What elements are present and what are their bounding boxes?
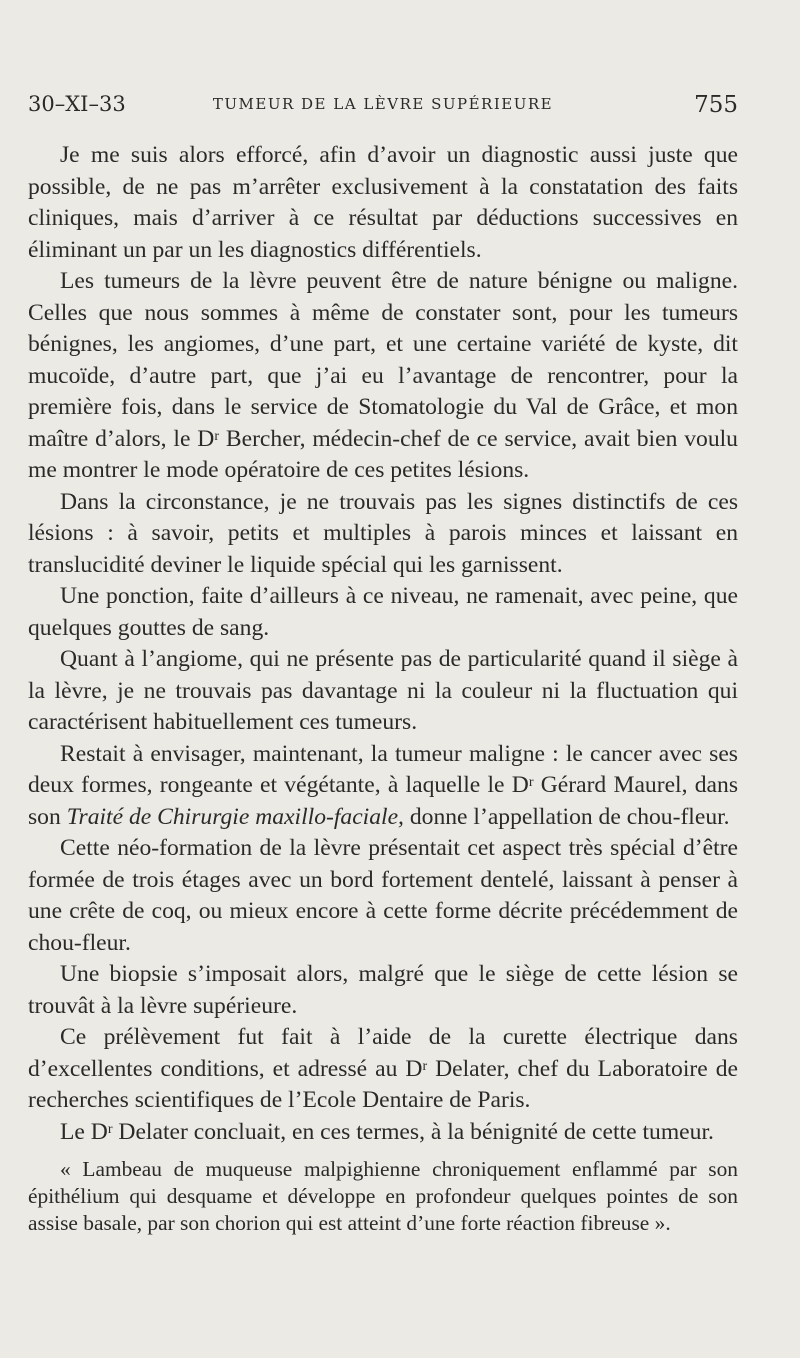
paragraph: Une biopsie s’imposait alors, malgré que le siège de cette lésion se trouvât à la lèvre supérieure.: [28, 961, 738, 1019]
header-date: 30–XI–33: [28, 92, 126, 116]
paragraph: Le $D^r$ Delater concluait, en ces termes, à la bénignité de cette tumeur.: [60, 1118, 714, 1145]
paragraph: Cette néo-formation de la lèvre présentait cet aspect très spécial d’être formée de trois étages avec un bord fortement dentelé, laissant à penser à une crête de coq, ou mieux encore à cette forme décrite précédemment de chou-fleur.: [28, 835, 738, 956]
paragraph: Les tumeurs de la lèvre peuvent être de nature bénigne ou maligne. Celles que nous sommes à même de constater sont, pour les tumeurs bénignes, les angiomes, d’une part, et une certaine variété de kyste, dit mucoïde, d’autre part, que j’ai eu l’avantage de rencontrer, pour la première fois, dans le service de Stomatologie du Val de Grâce, et mon maître d’alors, le $D^r$ Bercher, médecin-chef de ce service, avait bien voulu me montrer le mode opératoire de ces petites lésions.: [28, 268, 738, 483]
header-title: TUMEUR DE LA LÈVRE SUPÉRIEURE: [212, 95, 554, 113]
paragraph: Dans la circonstance, je ne trouvais pas les signes distinctifs de ces lésions : à savoir, petits et multiples à parois minces et laissant en translucidité deviner le liquide spécial qui les garnissent.: [28, 488, 738, 578]
paragraph: Je me suis alors efforcé, afin d’avoir un diagnostic aussi juste que possible, de ne pas m’arrêter exclusivement à la constatation des faits cliniques, mais d’arriver à ce résultat par déductions successives en éliminant un par un les diagnostics différentiels.: [28, 142, 738, 263]
book-title: Traité de Chirurgie maxillo-faciale,: [66, 803, 404, 830]
page-number: 755: [694, 92, 738, 118]
paragraph: Une ponction, faite d’ailleurs à ce niveau, ne ramenait, avec peine, que quelques gouttes de sang.: [28, 583, 738, 641]
body-text: [28, 140, 738, 1237]
paragraph: Ce prélèvement fut fait à l’aide de la curette électrique dans d’excellentes conditions, et adressé au $D^r$ Delater, chef du Laboratoire de recherches scientifiques de l’Ecole Dentaire de Paris.: [28, 1024, 738, 1113]
pathology-quote: « Lambeau de muqueuse malpighienne chroniquement enflammé par son épithélium qui desquame et développe en profondeur quelques pointes de son assise basale, par son chorion qui est atteint d’une forte réaction fibreuse ».: [28, 1157, 738, 1235]
running-header: [28, 92, 738, 122]
paragraph: Restait à envisager, maintenant, la tumeur maligne : le cancer avec ses deux formes, rongeante et végétante, à laquelle le $D^r$ Gérard Maurel, dans son Traité de Chirurgie maxillo-faciale, donne l’appellation de chou-fleur.: [28, 740, 738, 830]
paragraph: Quant à l’angiome, qui ne présente pas de particularité quand il siège à la lèvre, je ne trouvais pas davantage ni la couleur ni la fluctuation qui caractérisent habituellement ces tumeurs.: [28, 646, 738, 735]
